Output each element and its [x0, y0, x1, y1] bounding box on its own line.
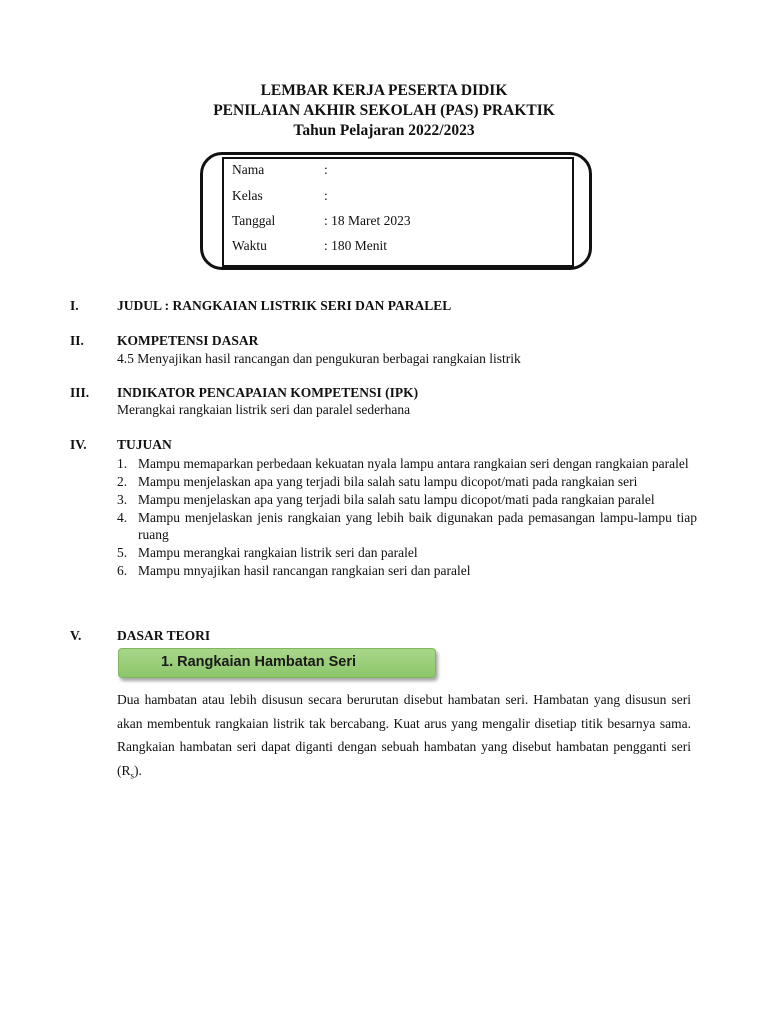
section-2-heading: KOMPETENSI DASAR [117, 333, 259, 348]
subsection-banner [118, 648, 436, 678]
list-item [117, 455, 697, 472]
list-item-number: 2. [117, 474, 128, 489]
list-item [117, 562, 697, 579]
list-item-text: Mampu menjelaskan jenis rangkaian yang lebih baik digunakan pada pemasangan lampu-lampu tiap ruang [138, 510, 697, 542]
doc-title-line2: PENILAIAN AKHIR SEKOLAH (PAS) PRAKTIK [213, 102, 555, 119]
section-4-number: IV. [70, 437, 87, 452]
section-1-heading: JUDUL : RANGKAIAN LISTRIK SERI DAN PARALEL [117, 298, 452, 313]
section-4-heading: TUJUAN [117, 437, 172, 452]
theory-paragraph-main: Dua hambatan atau lebih disusun secara berurutan disebut hambatan seri. Hambatan yang disusun seri akan membentuk rangkaian listrik tak bercabang. Kuat arus yang mengalir disetiap titik besarnya sama. Rangkaian hambatan seri dapat diganti dengan sebuah hambatan yang disebut hambatan pengganti seri (R [117, 692, 691, 778]
section-2-number: II. [70, 333, 84, 348]
kelas-value: : [324, 188, 328, 203]
theory-paragraph-end: ). [134, 762, 142, 778]
list-item-number: 3. [117, 492, 128, 507]
waktu-value: : 180 Menit [324, 238, 387, 253]
list-item [117, 509, 697, 543]
list-item-text: Mampu menjelaskan apa yang terjadi bila salah satu lampu dicopot/mati pada rangkaian paralel [138, 492, 655, 507]
list-item [117, 473, 697, 490]
list-item-text: Mampu mnyajikan hasil rancangan rangkaian seri dan paralel [138, 563, 471, 578]
section-3-number: III. [70, 385, 90, 400]
section-5-heading: DASAR TEORI [117, 628, 211, 643]
section-5-number: V. [70, 628, 82, 643]
doc-title-line1: LEMBAR KERJA PESERTA DIDIK [260, 82, 508, 99]
list-item-text: Mampu menjelaskan apa yang terjadi bila salah satu lampu dicopot/mati pada rangkaian seri [138, 474, 638, 489]
section-3-text: Merangkai rangkaian listrik seri dan paralel sederhana [117, 402, 411, 417]
list-item-number: 4. [117, 510, 128, 525]
tanggal-label: Tanggal [232, 213, 276, 228]
waktu-label: Waktu [232, 238, 267, 253]
nama-label: Nama [232, 162, 265, 177]
doc-title-line3: Tahun Pelajaran 2022/2023 [293, 122, 475, 139]
identity-inner-frame [222, 157, 574, 267]
list-item-number: 1. [117, 456, 128, 471]
list-item-text: Mampu memaparkan perbedaan kekuatan nyala lampu antara rangkaian seri dengan rangkaian paralel [138, 456, 689, 471]
list-item-text: Mampu merangkai rangkaian listrik seri dan paralel [138, 545, 418, 560]
list-item-number: 5. [117, 545, 128, 560]
nama-value: : [324, 162, 328, 177]
theory-paragraph-subscript: s [130, 770, 135, 781]
tanggal-value: : 18 Maret 2023 [324, 213, 411, 228]
list-item [117, 491, 697, 508]
tujuan-list [117, 455, 697, 580]
theory-paragraph [117, 688, 691, 788]
list-item-number: 6. [117, 563, 128, 578]
section-1-number: I. [70, 298, 79, 313]
list-item [117, 544, 697, 561]
section-2-text: 4.5 Menyajikan hasil rancangan dan pengukuran berbagai rangkaian listrik [117, 351, 521, 366]
kelas-label: Kelas [232, 188, 263, 203]
subsection-banner-text: 1. Rangkaian Hambatan Seri [161, 654, 357, 670]
section-3-heading: INDIKATOR PENCAPAIAN KOMPETENSI (IPK) [117, 385, 419, 400]
